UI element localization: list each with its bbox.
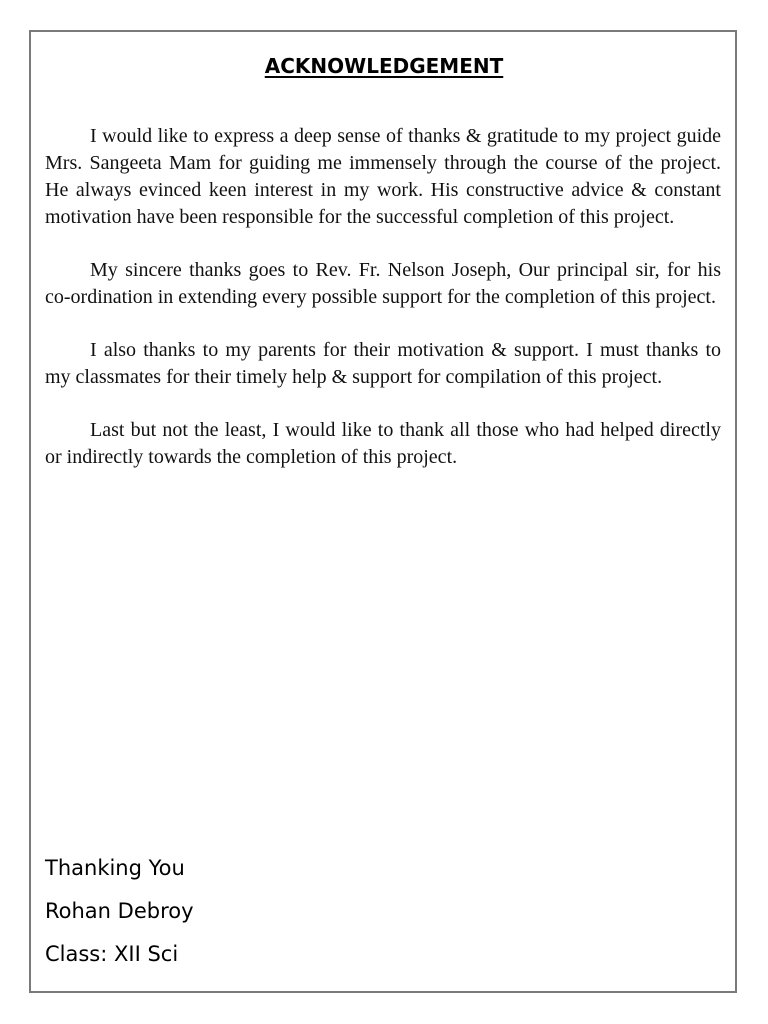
page-title: [0, 54, 768, 78]
salutation: Thanking You: [45, 856, 185, 880]
paragraph-principal-thanks: My sincere thanks goes to Rev. Fr. Nelson Joseph, Our principal sir, for his co-ordination in extending every possible support for the completion of this project.: [45, 259, 721, 308]
author-class: Class: XII Sci: [45, 942, 179, 966]
paragraph-guide-thanks: I would like to express a deep sense of thanks & gratitude to my project guide Mrs. Sangeeta Mam for guiding me immensely through the course of the project. He always evinced keen interest in my work. His constructive advice & constant motivation have been responsible for the successful completion of this project.: [45, 125, 721, 228]
author-name: Rohan Debroy: [45, 899, 194, 923]
acknowledgement-body: [45, 123, 721, 497]
paragraph-parents-thanks: I also thanks to my parents for their motivation & support. I must thanks to my classmates for their timely help & support for compilation of this project.: [45, 339, 721, 388]
signature-block: [45, 851, 194, 980]
page-title-text: ACKNOWLEDGEMENT: [264, 54, 504, 78]
paragraph-closing-thanks: Last but not the least, I would like to thank all those who had helped directly or indirectly towards the completion of this project.: [45, 419, 721, 468]
